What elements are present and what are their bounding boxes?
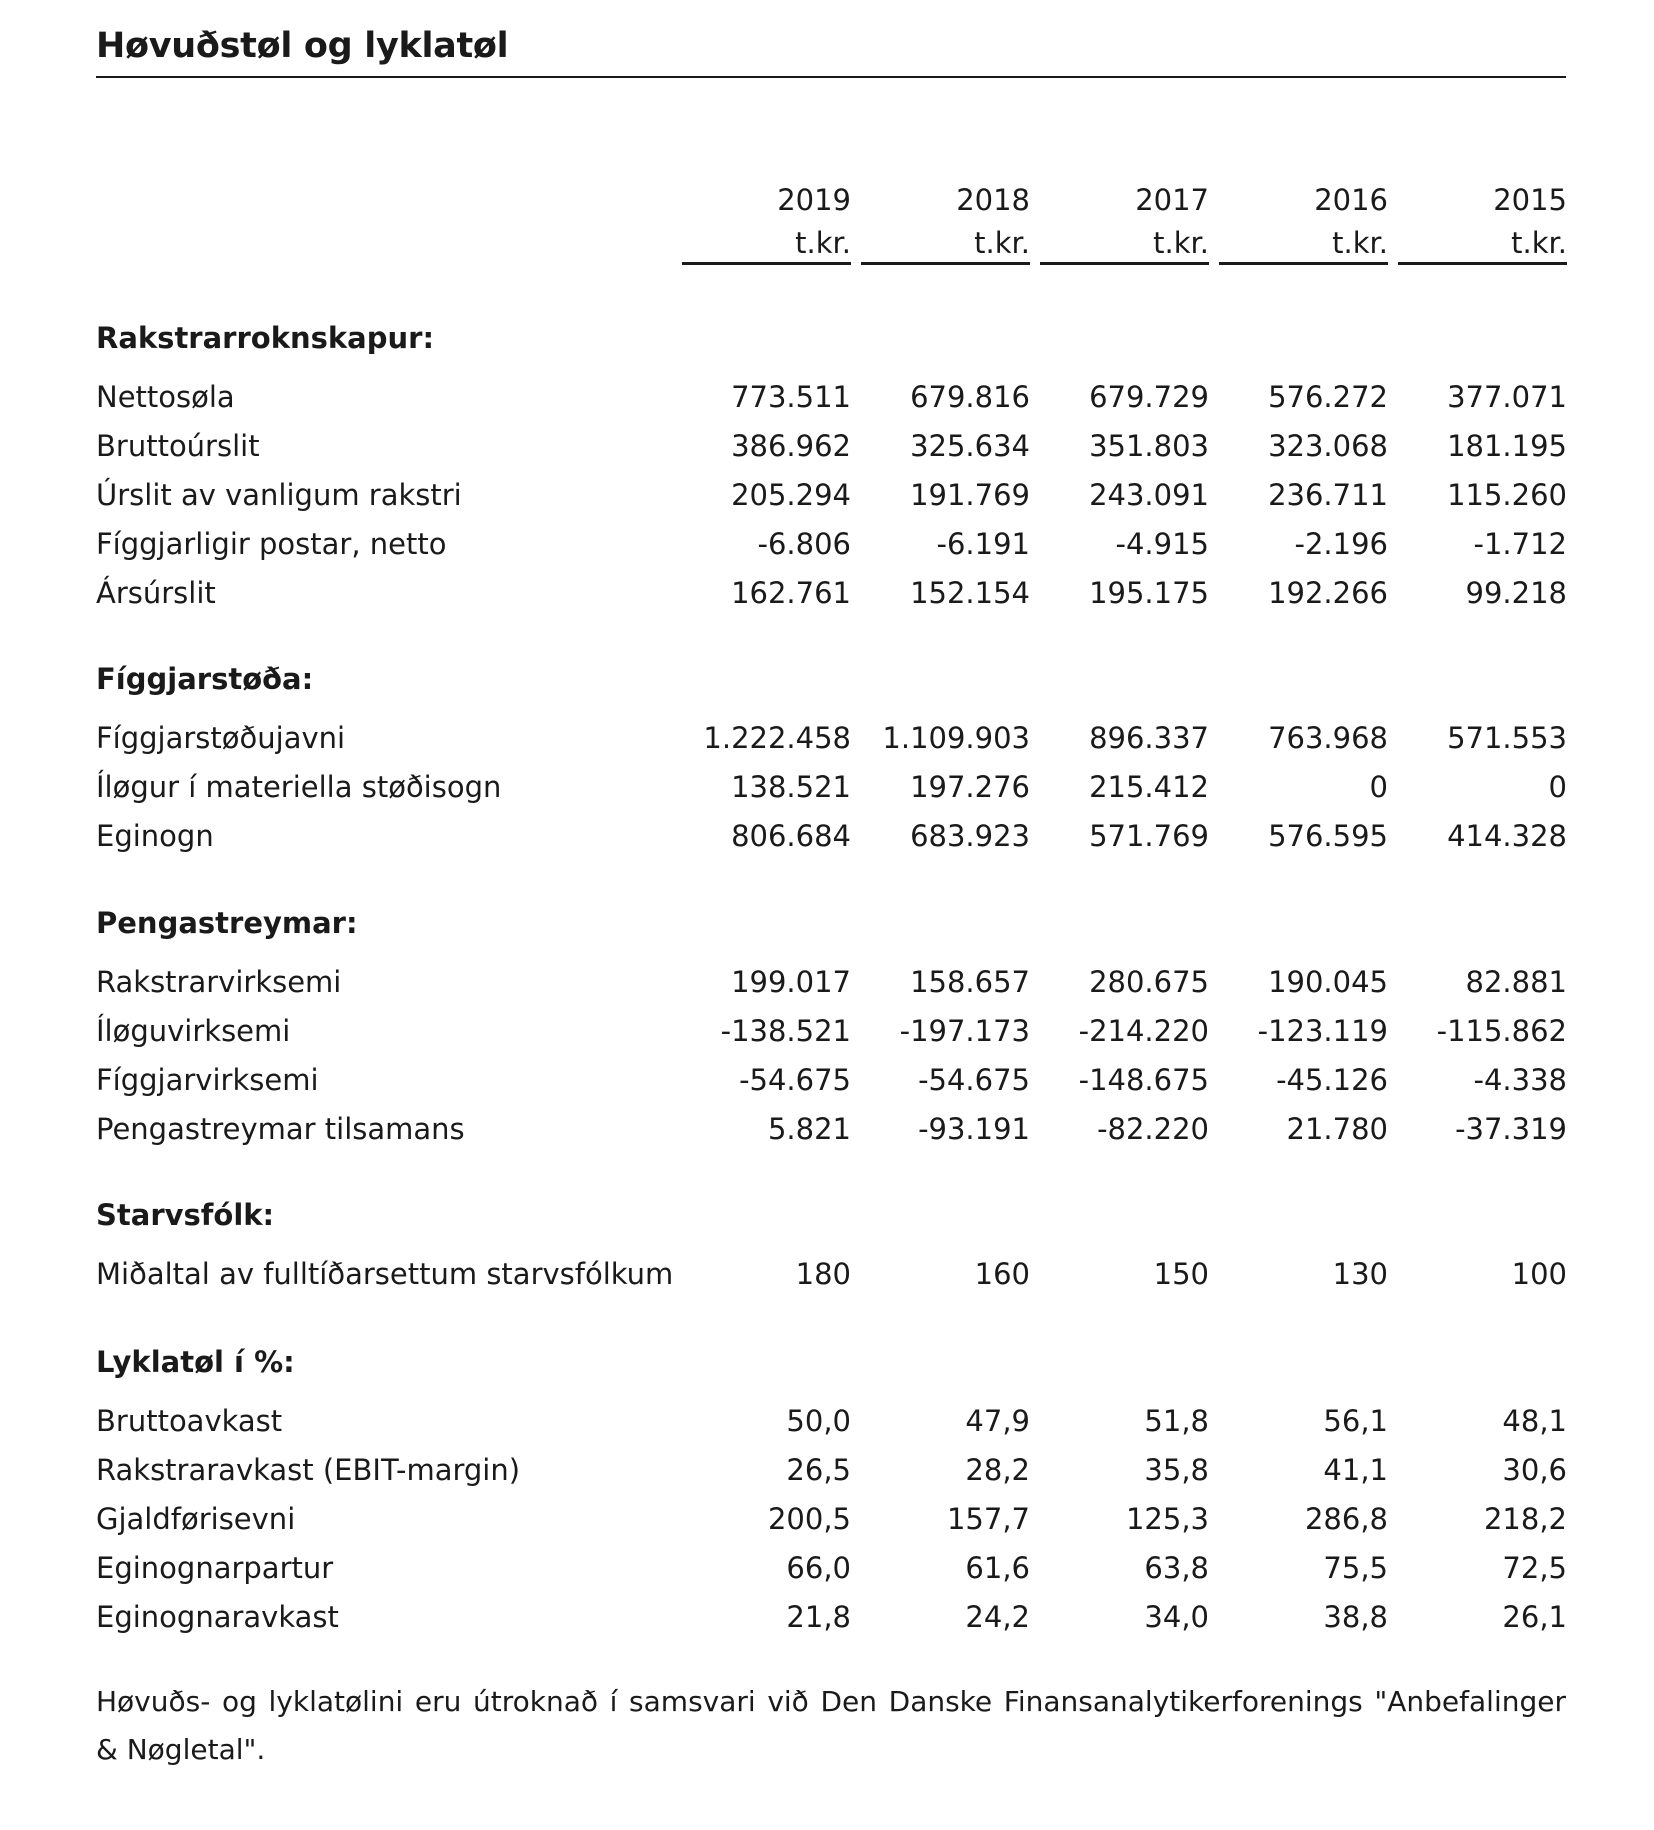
row-value: 34,0 bbox=[1144, 1600, 1209, 1634]
section-heading: Pengastreymar: bbox=[96, 906, 358, 940]
row-label: Fíggjarstøðujavni bbox=[96, 721, 346, 755]
title-rule bbox=[96, 76, 1566, 78]
section-heading: Rakstrarroknskapur: bbox=[96, 321, 435, 355]
row-value: 100 bbox=[1511, 1257, 1567, 1291]
row-value: 35,8 bbox=[1144, 1453, 1209, 1487]
table-row bbox=[0, 1597, 1654, 1637]
row-value: 1.109.903 bbox=[882, 721, 1030, 755]
row-label: Gjaldførisevni bbox=[96, 1502, 296, 1536]
row-value: 63,8 bbox=[1144, 1551, 1209, 1585]
row-value: 192.266 bbox=[1268, 576, 1388, 610]
row-value: 160 bbox=[974, 1257, 1030, 1291]
row-value: 576.272 bbox=[1268, 380, 1388, 414]
row-value: 377.071 bbox=[1447, 380, 1567, 414]
column-unit: t.kr. bbox=[1153, 226, 1209, 260]
row-label: Miðaltal av fulltíðarsettum starvsfólkum bbox=[96, 1257, 674, 1291]
row-value: -54.675 bbox=[739, 1063, 851, 1097]
row-value: 571.553 bbox=[1447, 721, 1567, 755]
table-row bbox=[0, 573, 1654, 613]
row-value: 571.769 bbox=[1089, 819, 1209, 853]
row-value: 576.595 bbox=[1268, 819, 1388, 853]
row-value: 99.218 bbox=[1465, 576, 1567, 610]
row-label: Eginognaravkast bbox=[96, 1600, 339, 1634]
row-value: 41,1 bbox=[1323, 1453, 1388, 1487]
row-value: 56,1 bbox=[1323, 1404, 1388, 1438]
row-value: 325.634 bbox=[910, 429, 1030, 463]
row-value: 773.511 bbox=[731, 380, 851, 414]
row-value: 138.521 bbox=[731, 770, 851, 804]
row-value: -45.126 bbox=[1276, 1063, 1388, 1097]
row-value: 180 bbox=[795, 1257, 851, 1291]
row-value: 205.294 bbox=[731, 478, 851, 512]
year-header-row bbox=[0, 180, 1654, 220]
row-value: 26,5 bbox=[786, 1453, 851, 1487]
row-value: -4.915 bbox=[1115, 527, 1209, 561]
row-value: 48,1 bbox=[1502, 1404, 1567, 1438]
unit-header-row bbox=[0, 223, 1654, 263]
table-row bbox=[0, 816, 1654, 856]
row-value: 679.729 bbox=[1089, 380, 1209, 414]
row-value: 191.769 bbox=[910, 478, 1030, 512]
row-value: 679.816 bbox=[910, 380, 1030, 414]
row-value: -82.220 bbox=[1097, 1112, 1209, 1146]
column-unit: t.kr. bbox=[1511, 226, 1567, 260]
row-value: 896.337 bbox=[1089, 721, 1209, 755]
row-value: -115.862 bbox=[1436, 1014, 1567, 1048]
row-value: 0 bbox=[1369, 770, 1388, 804]
table-row bbox=[0, 767, 1654, 807]
row-value: 215.412 bbox=[1089, 770, 1209, 804]
row-value: 197.276 bbox=[910, 770, 1030, 804]
table-row bbox=[0, 1450, 1654, 1490]
row-value: 1.222.458 bbox=[703, 721, 851, 755]
row-value: 218,2 bbox=[1483, 1502, 1567, 1536]
row-value: 280.675 bbox=[1089, 965, 1209, 999]
row-label: Nettosøla bbox=[96, 380, 235, 414]
row-value: -4.338 bbox=[1473, 1063, 1567, 1097]
column-year: 2017 bbox=[1135, 183, 1209, 217]
column-year: 2019 bbox=[777, 183, 851, 217]
row-label: Rakstraravkast (EBIT-margin) bbox=[96, 1453, 521, 1487]
column-year: 2015 bbox=[1493, 183, 1567, 217]
table-row bbox=[0, 962, 1654, 1002]
row-value: -138.521 bbox=[720, 1014, 851, 1048]
row-value: -54.675 bbox=[918, 1063, 1030, 1097]
column-unit: t.kr. bbox=[1332, 226, 1388, 260]
row-value: 763.968 bbox=[1268, 721, 1388, 755]
row-value: 130 bbox=[1332, 1257, 1388, 1291]
row-value: 61,6 bbox=[965, 1551, 1030, 1585]
row-value: 414.328 bbox=[1447, 819, 1567, 853]
row-value: 5.821 bbox=[767, 1112, 851, 1146]
row-value: 195.175 bbox=[1089, 576, 1209, 610]
row-value: 21,8 bbox=[786, 1600, 851, 1634]
row-label: Fíggjarligir postar, netto bbox=[96, 527, 447, 561]
section-heading: Lyklatøl í %: bbox=[96, 1345, 295, 1379]
row-value: -123.119 bbox=[1257, 1014, 1388, 1048]
row-label: Fíggjarvirksemi bbox=[96, 1063, 319, 1097]
row-label: Íløguvirksemi bbox=[96, 1014, 291, 1048]
row-label: Íløgur í materiella støðisogn bbox=[96, 770, 502, 804]
row-value: 200,5 bbox=[767, 1502, 851, 1536]
column-year: 2016 bbox=[1314, 183, 1388, 217]
row-value: 158.657 bbox=[910, 965, 1030, 999]
row-value: 66,0 bbox=[786, 1551, 851, 1585]
row-value: 236.711 bbox=[1268, 478, 1388, 512]
row-value: 150 bbox=[1153, 1257, 1209, 1291]
row-value: 286,8 bbox=[1304, 1502, 1388, 1536]
page-title: Høvuðstøl og lyklatøl bbox=[96, 26, 509, 66]
row-value: 47,9 bbox=[965, 1404, 1030, 1438]
table-row bbox=[0, 524, 1654, 564]
table-row bbox=[0, 1401, 1654, 1441]
row-value: 50,0 bbox=[786, 1404, 851, 1438]
row-value: 199.017 bbox=[731, 965, 851, 999]
row-value: -93.191 bbox=[918, 1112, 1030, 1146]
row-value: 75,5 bbox=[1323, 1551, 1388, 1585]
row-value: 21.780 bbox=[1286, 1112, 1388, 1146]
row-value: -2.196 bbox=[1294, 527, 1388, 561]
table-row bbox=[0, 426, 1654, 466]
row-value: 162.761 bbox=[731, 576, 851, 610]
row-value: 0 bbox=[1548, 770, 1567, 804]
table-row bbox=[0, 718, 1654, 758]
row-value: -214.220 bbox=[1078, 1014, 1209, 1048]
row-value: 157,7 bbox=[946, 1502, 1030, 1536]
column-unit: t.kr. bbox=[974, 226, 1030, 260]
row-label: Rakstrarvirksemi bbox=[96, 965, 342, 999]
row-value: 152.154 bbox=[910, 576, 1030, 610]
table-row bbox=[0, 1254, 1654, 1294]
row-value: 683.923 bbox=[910, 819, 1030, 853]
row-value: -6.806 bbox=[757, 527, 851, 561]
table-row bbox=[0, 475, 1654, 515]
row-value: 125,3 bbox=[1125, 1502, 1209, 1536]
row-value: 28,2 bbox=[965, 1453, 1030, 1487]
table-row bbox=[0, 1499, 1654, 1539]
row-label: Eginogn bbox=[96, 819, 214, 853]
section-heading: Fíggjarstøða: bbox=[96, 662, 314, 696]
column-year: 2018 bbox=[956, 183, 1030, 217]
table-row bbox=[0, 377, 1654, 417]
row-label: Eginognarpartur bbox=[96, 1551, 334, 1585]
row-value: 24,2 bbox=[965, 1600, 1030, 1634]
row-value: -148.675 bbox=[1078, 1063, 1209, 1097]
row-value: -1.712 bbox=[1473, 527, 1567, 561]
row-label: Úrslit av vanligum rakstri bbox=[96, 478, 462, 512]
row-label: Bruttoavkast bbox=[96, 1404, 283, 1438]
row-value: 26,1 bbox=[1502, 1600, 1567, 1634]
row-value: 190.045 bbox=[1268, 965, 1388, 999]
row-label: Ársúrslit bbox=[96, 576, 216, 610]
table-row bbox=[0, 1548, 1654, 1588]
row-value: -6.191 bbox=[936, 527, 1030, 561]
row-value: 351.803 bbox=[1089, 429, 1209, 463]
row-value: 82.881 bbox=[1465, 965, 1567, 999]
row-value: 30,6 bbox=[1502, 1453, 1567, 1487]
row-value: -197.173 bbox=[899, 1014, 1030, 1048]
row-value: 243.091 bbox=[1089, 478, 1209, 512]
column-unit: t.kr. bbox=[795, 226, 851, 260]
row-value: 386.962 bbox=[731, 429, 851, 463]
row-value: -37.319 bbox=[1455, 1112, 1567, 1146]
row-value: 115.260 bbox=[1447, 478, 1567, 512]
footnote: Høvuðs- og lyklatølini eru útroknað í samsvari við Den Danske Finansanalytikerforenings "Anbefalinger & Nøgletal". bbox=[96, 1685, 1566, 1766]
row-value: 323.068 bbox=[1268, 429, 1388, 463]
row-value: 51,8 bbox=[1144, 1404, 1209, 1438]
section-heading: Starvsfólk: bbox=[96, 1198, 275, 1232]
row-value: 806.684 bbox=[731, 819, 851, 853]
row-value: 72,5 bbox=[1502, 1551, 1567, 1585]
table-row bbox=[0, 1060, 1654, 1100]
table-row bbox=[0, 1011, 1654, 1051]
row-label: Pengastreymar tilsamans bbox=[96, 1112, 465, 1146]
row-value: 38,8 bbox=[1323, 1600, 1388, 1634]
row-label: Bruttoúrslit bbox=[96, 429, 260, 463]
row-value: 181.195 bbox=[1447, 429, 1567, 463]
table-row bbox=[0, 1109, 1654, 1149]
